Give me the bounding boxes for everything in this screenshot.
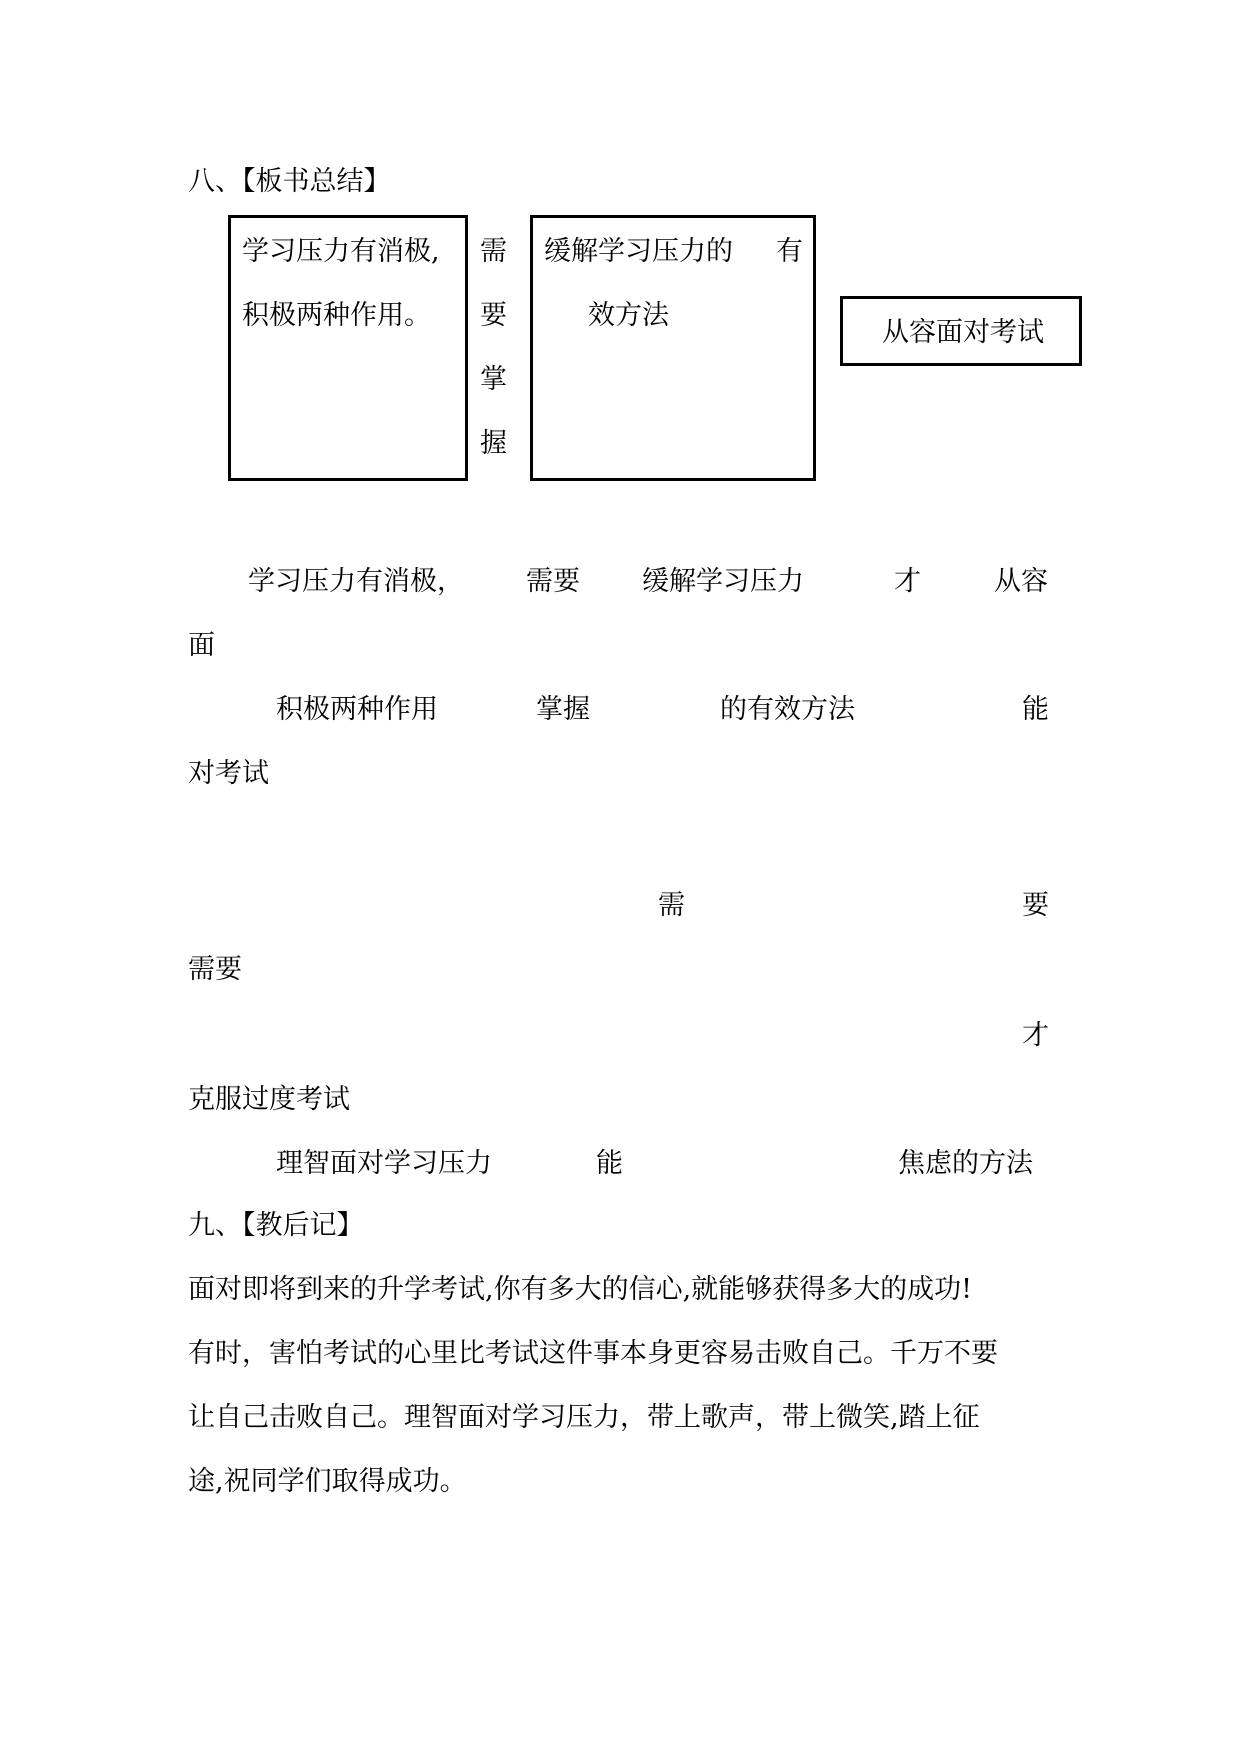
summary-box-methods-line1-end: 有 <box>776 236 803 267</box>
text-fragment: 能 <box>1022 694 1049 725</box>
text-fragment: 缓解学习压力 <box>642 566 804 597</box>
text-fragment: 焦虑的方法 <box>898 1148 1033 1179</box>
text-fragment: 理智面对学习压力 <box>276 1148 492 1179</box>
text-fragment: 才 <box>894 566 921 597</box>
paragraph-line: 有时，害怕考试的心里比考试这件事本身更容易击败自己。千万不要 <box>188 1338 998 1369</box>
text-fragment: 克服过度考试 <box>188 1084 350 1115</box>
text-fragment: 从容 <box>994 566 1048 597</box>
paragraph-line: 途,祝同学们取得成功。 <box>188 1466 467 1497</box>
paragraph-line: 让自己击败自己。理智面对学习压力，带上歌声，带上微笑,踏上征 <box>188 1402 980 1433</box>
summary-box-exam-label: 从容面对考试 <box>882 317 1044 348</box>
vertical-text-char: 掌 <box>480 364 507 395</box>
summary-box-methods-line1: 缓解学习压力的 <box>544 236 733 267</box>
vertical-text-char: 要 <box>480 300 507 331</box>
paragraph-line: 面对即将到来的升学考试,你有多大的信心,就能够获得多大的成功! <box>188 1274 973 1305</box>
text-fragment: 面 <box>188 630 215 661</box>
text-fragment: 要 <box>1022 890 1049 921</box>
section-8-heading: 八、【板书总结】 <box>188 166 391 197</box>
vertical-text-char: 握 <box>480 428 507 459</box>
text-fragment: 需要 <box>526 566 580 597</box>
text-fragment: 积极两种作用 <box>276 694 438 725</box>
text-fragment: 对考试 <box>188 758 269 789</box>
text-fragment: 需要 <box>188 954 242 985</box>
text-fragment: 掌握 <box>536 694 590 725</box>
summary-box-pressure-line1: 学习压力有消极, <box>242 236 440 267</box>
text-fragment: 的有效方法 <box>720 694 855 725</box>
vertical-text-char: 需 <box>480 236 507 267</box>
summary-box-pressure-line2: 积极两种作用。 <box>242 300 431 331</box>
summary-box-methods-line2: 效方法 <box>588 300 669 331</box>
text-fragment: 学习压力有消极， <box>248 566 464 597</box>
text-fragment: 需 <box>658 890 685 921</box>
section-9-heading: 九、【教后记】 <box>188 1210 364 1241</box>
text-fragment: 才 <box>1022 1020 1049 1051</box>
text-fragment: 能 <box>596 1148 623 1179</box>
